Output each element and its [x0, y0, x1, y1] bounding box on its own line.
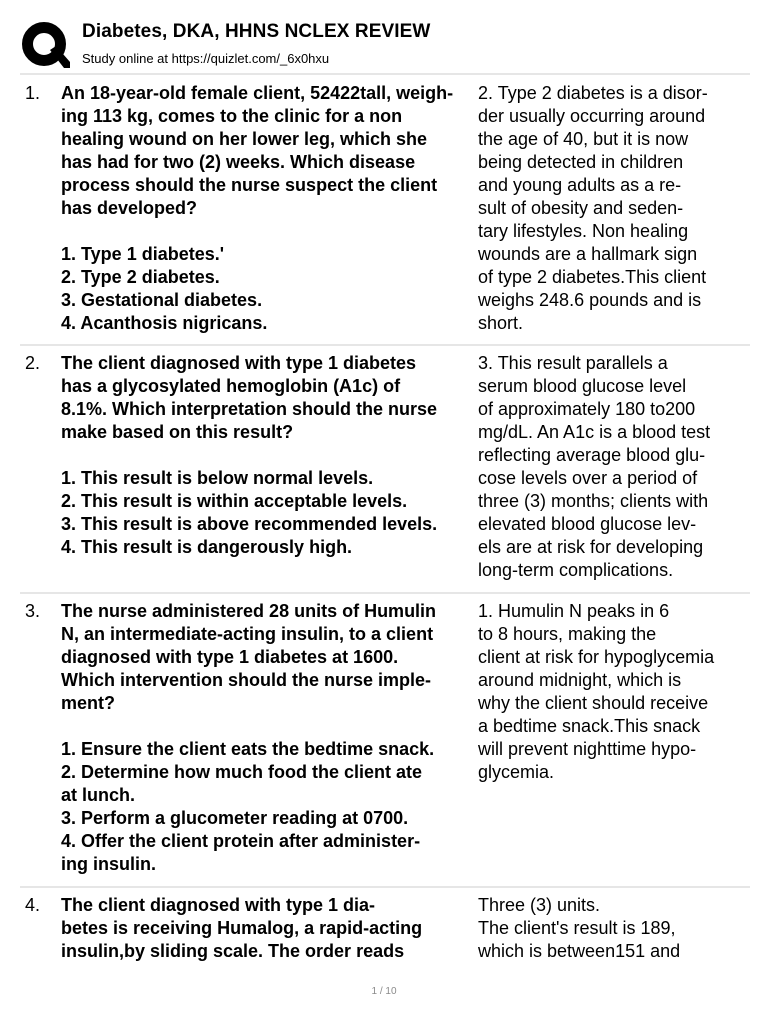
answer-line: els are at risk for developing: [478, 537, 704, 557]
card-number: 1.: [25, 83, 41, 103]
answer-line: serum blood glucose level: [478, 376, 687, 396]
answer-option: 3. This result is above recommended levels.: [61, 514, 438, 534]
question-text: [61, 82, 476, 335]
question-line: insulin,by sliding scale. The order reads: [61, 941, 405, 961]
answer-line: and young adults as a re-: [478, 175, 682, 195]
question-line: ing 113 kg, comes to the clinic for a non: [61, 106, 403, 126]
answer-line: client at risk for hypoglycemia: [478, 647, 715, 667]
answer-line: short.: [478, 313, 524, 333]
answer-line: tary lifestyles. Non healing: [478, 221, 689, 241]
question-line: The client diagnosed with type 1 dia-: [61, 895, 376, 915]
question-line: ment?: [61, 693, 115, 713]
answer-line: Three (3) units.: [478, 895, 601, 915]
answer-text: [478, 82, 750, 335]
answer-line: will prevent nighttime hypo-: [478, 739, 697, 759]
question-text: [61, 600, 476, 876]
answer-line: cose levels over a period of: [478, 468, 698, 488]
question-line: N, an intermediate-acting insulin, to a client: [61, 624, 434, 644]
answer-line: of type 2 diabetes.This client: [478, 267, 707, 287]
answer-line: around midnight, which is: [478, 670, 682, 690]
answer-option: 2. Determine how much food the client ate: [61, 762, 423, 782]
answer-line: long-term complications.: [478, 560, 674, 580]
answer-option: 2. Type 2 diabetes.: [61, 267, 220, 287]
question-line: healing wound on her lower leg, which she: [61, 129, 428, 149]
answer-option: ing insulin.: [61, 854, 156, 874]
question-line: 8.1%. Which interpretation should the nurse: [61, 399, 438, 419]
answer-line: 1. Humulin N peaks in 6: [478, 601, 670, 621]
answer-option: 2. This result is within acceptable levels.: [61, 491, 408, 511]
answer-line: being detected in children: [478, 152, 684, 172]
card-number: 2.: [25, 353, 41, 373]
answer-line: 3. This result parallels a: [478, 353, 668, 373]
question-line: has had for two (2) weeks. Which disease: [61, 152, 416, 172]
answer-line: der usually occurring around: [478, 106, 706, 126]
answer-line: a bedtime snack.This snack: [478, 716, 701, 736]
card-number: 4.: [25, 895, 41, 915]
question-line: [61, 444, 476, 467]
card-divider: [20, 344, 750, 346]
answer-option: 4. Offer the client protein after administer-: [61, 831, 421, 851]
answer-line: sult of obesity and seden-: [478, 198, 684, 218]
answer-line: why the client should receive: [478, 693, 709, 713]
answer-line: the age of 40, but it is now: [478, 129, 689, 149]
question-line: make based on this result?: [61, 422, 294, 442]
answer-option: at lunch.: [61, 785, 136, 805]
answer-text: [478, 352, 750, 582]
answer-option: 4. This result is dangerously high.: [61, 537, 353, 557]
study-online-link[interactable]: Study online at https://quizlet.com/_6x0hxu: [82, 51, 330, 66]
answer-option: 3. Gestational diabetes.: [61, 290, 263, 310]
question-text: [61, 894, 476, 963]
answer-line: The client's result is 189,: [478, 918, 676, 938]
answer-line: weighs 248.6 pounds and is: [478, 290, 702, 310]
question-line: An 18-year-old female client, 52422tall, weigh-: [61, 83, 454, 103]
question-line: betes is receiving Humalog, a rapid-acting: [61, 918, 423, 938]
answer-line: 2. Type 2 diabetes is a disor-: [478, 83, 708, 103]
question-line: [61, 715, 476, 738]
card-number: 3.: [25, 601, 41, 621]
answer-text: [478, 600, 750, 784]
document-title: Diabetes, DKA, HHNS NCLEX REVIEW: [82, 21, 431, 42]
answer-option: 3. Perform a glucometer reading at 0700.: [61, 808, 409, 828]
answer-option: 1. Type 1 diabetes.': [61, 244, 225, 264]
answer-line: of approximately 180 to200: [478, 399, 696, 419]
question-line: Which intervention should the nurse imple-: [61, 670, 432, 690]
question-line: has developed?: [61, 198, 198, 218]
answer-line: which is between151 and: [478, 941, 681, 961]
quizlet-q-logo-icon: [20, 20, 70, 70]
question-line: [61, 220, 476, 243]
answer-option: 1. Ensure the client eats the bedtime snack.: [61, 739, 435, 759]
question-text: [61, 352, 476, 559]
card-divider: [20, 592, 750, 594]
answer-line: three (3) months; clients with: [478, 491, 709, 511]
answer-line: to 8 hours, making the: [478, 624, 657, 644]
page-indicator: 1 / 10: [371, 986, 397, 997]
question-line: process should the nurse suspect the client: [61, 175, 438, 195]
question-line: The client diagnosed with type 1 diabetes: [61, 353, 417, 373]
answer-line: mg/dL. An A1c is a blood test: [478, 422, 711, 442]
answer-line: reflecting average blood glu-: [478, 445, 706, 465]
page-header: [0, 0, 768, 76]
answer-line: glycemia.: [478, 762, 555, 782]
answer-option: 1. This result is below normal levels.: [61, 468, 374, 488]
header-divider: [20, 73, 750, 75]
answer-option: 4. Acanthosis nigricans.: [61, 313, 268, 333]
answer-line: wounds are a hallmark sign: [478, 244, 698, 264]
question-line: has a glycosylated hemoglobin (A1c) of: [61, 376, 401, 396]
question-line: The nurse administered 28 units of Humulin: [61, 601, 437, 621]
answer-line: elevated blood glucose lev-: [478, 514, 697, 534]
card-divider: [20, 886, 750, 888]
question-line: diagnosed with type 1 diabetes at 1600.: [61, 647, 399, 667]
answer-text: [478, 894, 750, 963]
